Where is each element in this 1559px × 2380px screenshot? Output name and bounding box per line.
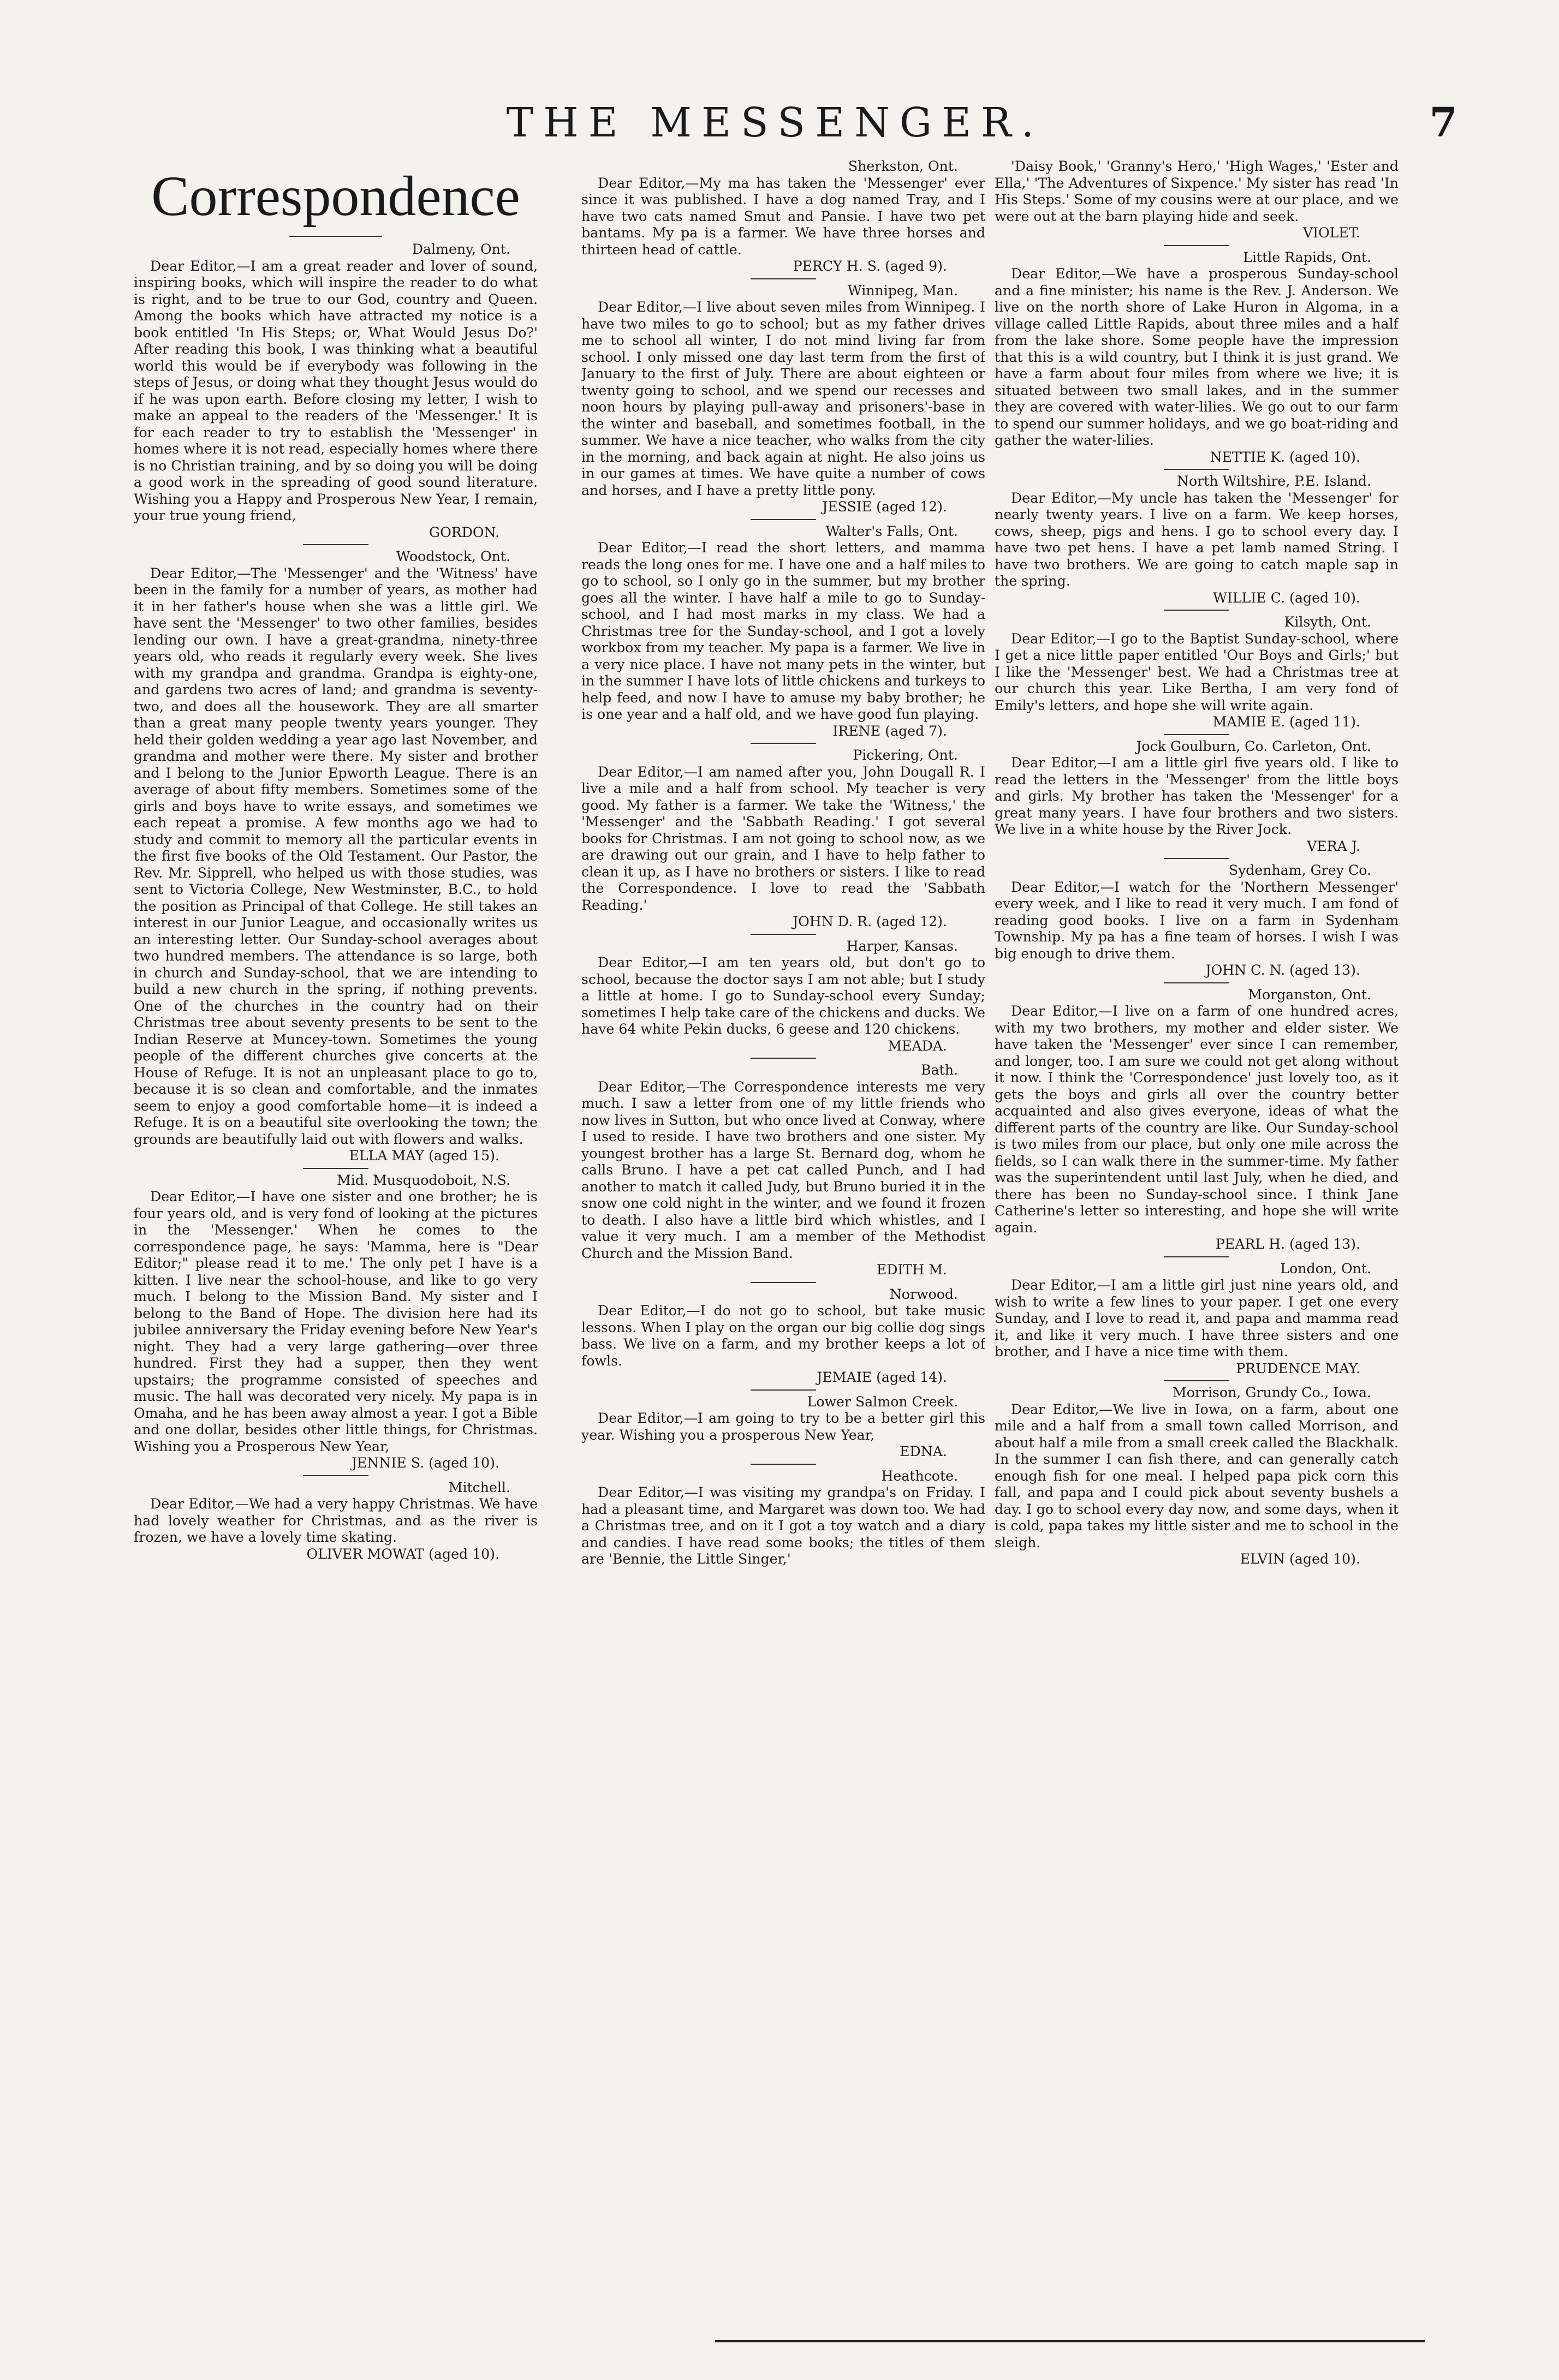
letter-divider: [751, 934, 816, 935]
letter: [581, 938, 985, 1059]
letter-place: Morrison, Grundy Co., Iowa.: [1172, 1385, 1371, 1400]
letter: [581, 747, 985, 935]
letter-place: Norwood.: [889, 1286, 958, 1302]
letter-divider: [303, 544, 368, 545]
letter-signature: OLIVER MOWAT (aged 10).: [306, 1546, 499, 1562]
letter: [581, 1468, 985, 1568]
letter-place: Mid. Musquodoboit, N.S.: [337, 1172, 510, 1188]
letter-body: Dear Editor,—I have one sister and one brother; he is four years old, and is very fond of looking at the pictures in the 'Messenger.' When he comes to the correspondence page, he says: 'Mamma, here is "Dear Editor;" please read it to me.' The only pet I have is a kitten. I live near the school-house, and like to go very much. I belong to the Mission Band. My sister and I belong to the Band of Hope. The division here had its jubilee anniversary the Friday evening before New Year's night. They had a very large gathering—over three hundred. First they had a supper, then they went upstairs; the programme consisted of speeches and music. The hall was decorated very nicely. My papa is in Omaha, and he has been away almost a year. I got a Bible and one dollar, besides other little things, for Christmas. Wishing you a Prosperous New Year,: [134, 1189, 538, 1454]
letter: [134, 241, 538, 545]
letter-divider: [751, 1464, 816, 1465]
letter: [581, 523, 985, 744]
letter-divider: [751, 743, 816, 744]
letter-divider: [751, 278, 816, 279]
column-3: [995, 158, 1399, 2259]
letter: [581, 158, 985, 279]
letter-divider: [751, 519, 816, 520]
letter-body: Dear Editor,—I was visiting my grandpa's on Friday. I had a pleasant time, and Margaret was down too. We had a Christmas tree, and on it I got a toy watch and a diary and candies. I have read some books; the titles of them are 'Bennie, the Little Singer,': [581, 1484, 985, 1567]
column-1: [134, 158, 538, 2259]
letter-body: 'Daisy Book,' 'Granny's Hero,' 'High Wages,' 'Ester and Ella,' 'The Adventures of Sixpence.' My sister has read 'In His Steps.' Some of my cousins were at our place, and we were out at the barn playing hide and seek.: [995, 158, 1399, 224]
letter-divider: [751, 1282, 816, 1283]
letter-divider: [1164, 1380, 1229, 1381]
letter-body: Dear Editor,—We have a prosperous Sunday-school and a fine minister; his name is the Rev. J. Anderson. We live on the north shore of Lake Huron in Algoma, in a village called Little Rapids, about three miles and a half from the lake shore. Some people have the impression that this is a wild country, but I think it is just grand. We have a farm about four miles from where we live; it is situated between two small lakes, and in the summer they are covered with water-lilies. We go out to our farm to spend our summer holidays, and we go boat-riding and gather the water-lilies.: [995, 266, 1399, 448]
letter-signature: VIOLET.: [1302, 225, 1360, 241]
letter-divider: [751, 1058, 816, 1059]
letter-divider: [1164, 734, 1229, 735]
letter-signature: JESSIE (aged 12).: [822, 499, 947, 515]
letter-body: Dear Editor,—The 'Messenger' and the 'Witness' have been in the family for a number of years, as mother had it in her father's house when she was a little girl. We have sent the 'Messenger' to two other families, besides lending our own. I have a great-grandma, ninety-three years old, who reads it regularly every week. She lives with my grandpa and grandma. Grandpa is eighty-one, and gardens two acres of land; and grandma is seventy-two, and does all the housework. They are all smarter than a great many people twenty years younger. They held their golden wedding a year ago last November, and grandma and mother were there. My sister and brother and I belong to the Junior Epworth League. There is an average of about fifty members. Sometimes some of the girls and boys have to write essays, and sometimes we each repeat a promise. A few months ago we had to study and commit to memory all the particular events in the first five books of the Old Testament. Our Pastor, the Rev. Mr. Sipprell, who helped us with those studies, was sent to Victoria College, New Westminster, B.C., to hold the position as Principal of that College. He still takes an interest in our Junior League, and occasionally writes us an interesting letter. Our Sunday-school averages about two hundred members. The attendance is so large, both in church and Sunday-school, that we are intending to build a new church in the spring, if nothing prevents. One of the churches in the country had on their Christmas tree about seventy presents to be sent to the Indian Reserve at Muncey-town. Sometimes the young people of the different churches give concerts at the House of Refuge. It is not an unpleasant place to go to, because it is so clean and comfortable, and the inmates seem to enjoy a good comfortable home—it is indeed a Refuge. It is on a beautiful site overlooking the town; the grounds are beautifully laid out with flowers and walks.: [134, 565, 538, 1147]
letter-divider: [1164, 610, 1229, 611]
letter-signature: ELLA MAY (aged 15).: [349, 1148, 499, 1164]
letter-body: Dear Editor,—My uncle has taken the 'Messenger' for nearly twenty years. I live on a farm. We keep horses, cows, sheep, pigs and hens. I go to school every day. I have two pet hens. I have a pet lamb named String. I have two brothers. We are going to catch maple sap in the spring.: [995, 490, 1399, 589]
bottom-rule: [715, 2340, 1425, 2342]
letter-place: Morganston, Ont.: [1248, 986, 1371, 1003]
letter: [995, 1385, 1399, 1568]
letter-place: Bath.: [921, 1062, 958, 1078]
letter: [581, 1394, 985, 1465]
letter-body: Dear Editor,—I live about seven miles from Winnipeg. I have two miles to go to school; but as my father drives me to school all winter, I do not mind living far from school. I only missed one day last term from the first of January to the first of July. There are about eighteen or twenty going to school, and we spend our recesses and noon hours by playing pull-away and prisoners'-base in the winter and baseball, and sometimes football, in the summer. We have a nice teacher, who walks from the city in the morning, and back again at night. He also joins us in our games at times. We have quite a number of cows and horses, and I have a pretty little pony.: [581, 299, 985, 498]
letter: [134, 548, 538, 1169]
letter-signature: EDNA.: [900, 1443, 947, 1459]
letter: [581, 1286, 985, 1391]
letter-divider: [303, 1475, 368, 1476]
letter-divider: [1164, 982, 1229, 983]
letter-body: Dear Editor,—We live in Iowa, on a farm, about one mile and a half from a small town called Morrison, and about half a mile from a small creek called the Blackhalk. In the summer I can fish there, and can generally catch enough fish for one meal. I helped papa pick corn this fall, and papa and I could pick about seventy bushels a day. I go to school every day now, and some days, when it is cold, papa takes my little sister and me to school in the sleigh.: [995, 1401, 1399, 1550]
letter-signature: ELVIN (aged 10).: [1240, 1551, 1360, 1567]
letter-signature: JEMAIE (aged 14).: [817, 1369, 947, 1385]
letter-body: Dear Editor,—I go to the Baptist Sunday-school, where I get a nice little paper entitled 'Our Boys and Girls;' but I like the 'Messenger' best. We had a Christmas tree at our church this year. Like Bertha, I am very fond of Emily's letters, and hope she will write again.: [995, 630, 1399, 713]
letter-body: Dear Editor,—I watch for the 'Northern Messenger' every week, and I like to read it very much. I am fond of reading good books. I live on a farm in Sydenham Township. My pa has a fine team of horses. I wish I was big enough to drive them.: [995, 879, 1399, 962]
masthead-title: THE MESSENGER.: [506, 99, 1044, 146]
letter: [581, 1062, 985, 1283]
letter-signature: PRUDENCE MAY.: [1236, 1360, 1360, 1376]
letter-divider: [1164, 245, 1229, 246]
letter: [995, 862, 1399, 983]
letter-signature: VERA J.: [1307, 838, 1360, 854]
letter-place: London, Ont.: [1280, 1260, 1371, 1277]
letter: [995, 987, 1399, 1257]
letter: [995, 473, 1399, 611]
column-2: [581, 158, 985, 2259]
letter-place: Woodstock, Ont.: [396, 548, 510, 564]
letter: [581, 283, 985, 520]
letter-signature: WILLIE C. (aged 10).: [1213, 589, 1360, 606]
letter-body: Dear Editor,—I am ten years old, but don't go to school, because the doctor says I am not able; but I study a little at home. I go to Sunday-school every Sunday; sometimes I help take care of the chickens and ducks. We have 64 white Pekin ducks, 6 geese and 120 chickens.: [581, 955, 985, 1037]
letter-divider: [751, 1389, 816, 1391]
letter: [995, 1261, 1399, 1382]
letter-body: Dear Editor,—My ma has taken the 'Messenger' ever since it was published. I have a dog named Tray, and I have two cats named Smut and Pansie. I have two pet bantams. My pa is a farmer. We have three horses and thirteen head of cattle.: [581, 175, 985, 258]
letter-divider: [1164, 469, 1229, 470]
letter: [995, 249, 1399, 470]
letter-place: Heathcote.: [881, 1468, 958, 1484]
letter-place: Little Rapids, Ont.: [1243, 249, 1371, 265]
section-title: Correspondence: [151, 165, 520, 228]
letter-body: Dear Editor,—The Correspondence interests me very much. I saw a letter from one of my little friends who now lives in Sutton, but who once lived at Conway, where I used to reside. I have two brothers and one sister. My youngest brother has a large St. Bernard dog, whom he calls Bruno. I have a pet cat called Punch, and I had another to match it called Judy, but Bruno buried it in the snow one cold night in the winter, and we found it frozen to death. I also have a little bird which whistles, and I value it very much. I am a member of the Methodist Church and the Mission Band.: [581, 1078, 985, 1261]
letter-body: Dear Editor,—I live on a farm of one hundred acres, with my two brothers, my mother and elder sister. We have taken the 'Messenger' ever since I can remember, and longer, too. I am sure we could not get along without it now. I think the 'Correspondence' just lovely too, as it gets the boys and girls all over the country better acquainted and also gives everyone, ideas of what the different parts of the country are like. Our Sunday-school is two miles from our place, but only one mile across the fields, so I can walk there in the summer-time. My father was the superintendent until last July, when he died, and there has been no Sunday-school since. I think Jane Catherine's letter so interesting, and hope she will write again.: [995, 1003, 1399, 1236]
letter-signature: PERCY H. S. (aged 9).: [793, 258, 947, 274]
letter: [995, 614, 1399, 735]
letter-signature: MAMIE E. (aged 11).: [1212, 714, 1360, 730]
letter-signature: NETTIE K. (aged 10).: [1210, 449, 1360, 465]
letter-place: Walter's Falls, Ont.: [825, 523, 958, 539]
letter-place: Sydenham, Grey Co.: [1228, 862, 1371, 878]
letter-signature: JOHN C. N. (aged 13).: [1205, 962, 1360, 978]
letter-signature: JENNIE S. (aged 10).: [351, 1455, 499, 1471]
letter-signature: GORDON.: [429, 524, 499, 540]
letter-body: Dear Editor,—I read the short letters, and mamma reads the long ones for me. I have one and a half miles to go to school, so I only go in the summer, but my brother goes all the winter. I have half a mile to go to Sunday-school, and I had most marks in my class. We had a Christmas tree for the Sunday-school, and I got a lovely workbox from my teacher. My papa is a farmer. We live in a very nice place. I have not many pets in the winter, but in the summer I have lots of little chickens and turkeys to help feed, and now I have to amuse my baby brother; he is one year and a half old, and we have good fun playing.: [581, 540, 985, 722]
letter: [995, 158, 1399, 246]
letter-signature: MEADA.: [888, 1037, 947, 1054]
letter: [995, 738, 1399, 860]
letter-divider: [1164, 858, 1229, 859]
title-rule: [289, 236, 382, 237]
letter-signature: JOHN D. R. (aged 12).: [793, 914, 947, 929]
letter-signature: IRENE (aged 7).: [832, 723, 947, 739]
letter-place: Mitchell.: [448, 1479, 510, 1495]
letter-divider: [1164, 1256, 1229, 1257]
letter: [134, 1480, 538, 1563]
letter: [134, 1172, 538, 1476]
page-number: 7: [1429, 99, 1457, 146]
letter-divider: [303, 1168, 368, 1169]
letter-place: Pickering, Ont.: [853, 747, 958, 763]
letter-place: Kilsyth, Ont.: [1284, 614, 1371, 630]
letter-body: Dear Editor,—I do not go to school, but take music lessons. When I play on the organ our big collie dog sings bass. We live on a farm, and my brother keeps a lot of fowls.: [581, 1303, 985, 1369]
letter-place: Lower Salmon Creek.: [807, 1393, 958, 1410]
letter-place: Jock Goulburn, Co. Carleton, Ont.: [1136, 738, 1371, 754]
masthead: [93, 99, 1457, 154]
letter-place: North Wiltshire, P.E. Island.: [1177, 473, 1371, 489]
letter-body: Dear Editor,—I am a little girl just nine years old, and wish to write a few lines to your paper. I get one every Sunday, and I love to read it, and papa and mamma read it, and like it very much. I have three sisters and one brother, and I have a nice time with them.: [995, 1277, 1399, 1359]
letter-body: Dear Editor,—We had a very happy Christmas. We have had lovely weather for Christmas, and as the river is frozen, we have a lovely time skating.: [134, 1496, 538, 1545]
letter-body: Dear Editor,—I am named after you, John Dougall R. I live a mile and a half from school. My teacher is very good. My father is a farmer. We take the 'Witness,' the 'Messenger' and the 'Sabbath Reading.' I got several books for Christmas. I am not going to school now, as we are drawing out our grain, and I have to help father to clean it up, as I have no brothers or sisters. I like to read the Correspondence. I love to read the 'Sabbath Reading.': [581, 763, 985, 913]
letter-signature: PEARL H. (aged 13).: [1215, 1236, 1360, 1252]
letter-place: Sherkston, Ont.: [848, 158, 958, 174]
letter-body: Dear Editor,—I am a great reader and lover of sound, inspiring books, which will inspire the reader to do what is right, and to be true to our God, country and Queen. Among the books which have attracted my notice is a book entitled 'In His Steps; or, What Would Jesus Do?' After reading this book, I was thinking what a beautiful world this would be if everybody was following in the steps of Jesus, or doing what they thought Jesus would do if he was upon earth. Before closing my letter, I wish to make an appeal to the readers of the 'Messenger.' It is for each reader to try to establish the 'Messenger' in homes where it is not read, especially homes where there is no Christian training, and by so doing you will be doing a good work in the spreading of good sound literature. Wishing you a Happy and Prosperous New Year, I remain, your true young friend,: [134, 258, 538, 523]
letter-place: Harper, Kansas.: [846, 938, 958, 954]
letter-body: Dear Editor,—I am a little girl five years old. I like to read the letters in the 'Messenger' from the little boys and girls. My brother has taken the 'Messenger' for a great many years. I have four brothers and two sisters. We live in a white house by the River Jock.: [995, 755, 1399, 837]
letter-signature: EDITH M.: [876, 1262, 947, 1278]
letter-place: Winnipeg, Man.: [847, 282, 958, 299]
letter-body: Dear Editor,—I am going to try to be a better girl this year. Wishing you a prosperous New Year,: [581, 1410, 985, 1443]
letter-place: Dalmeny, Ont.: [412, 241, 510, 257]
